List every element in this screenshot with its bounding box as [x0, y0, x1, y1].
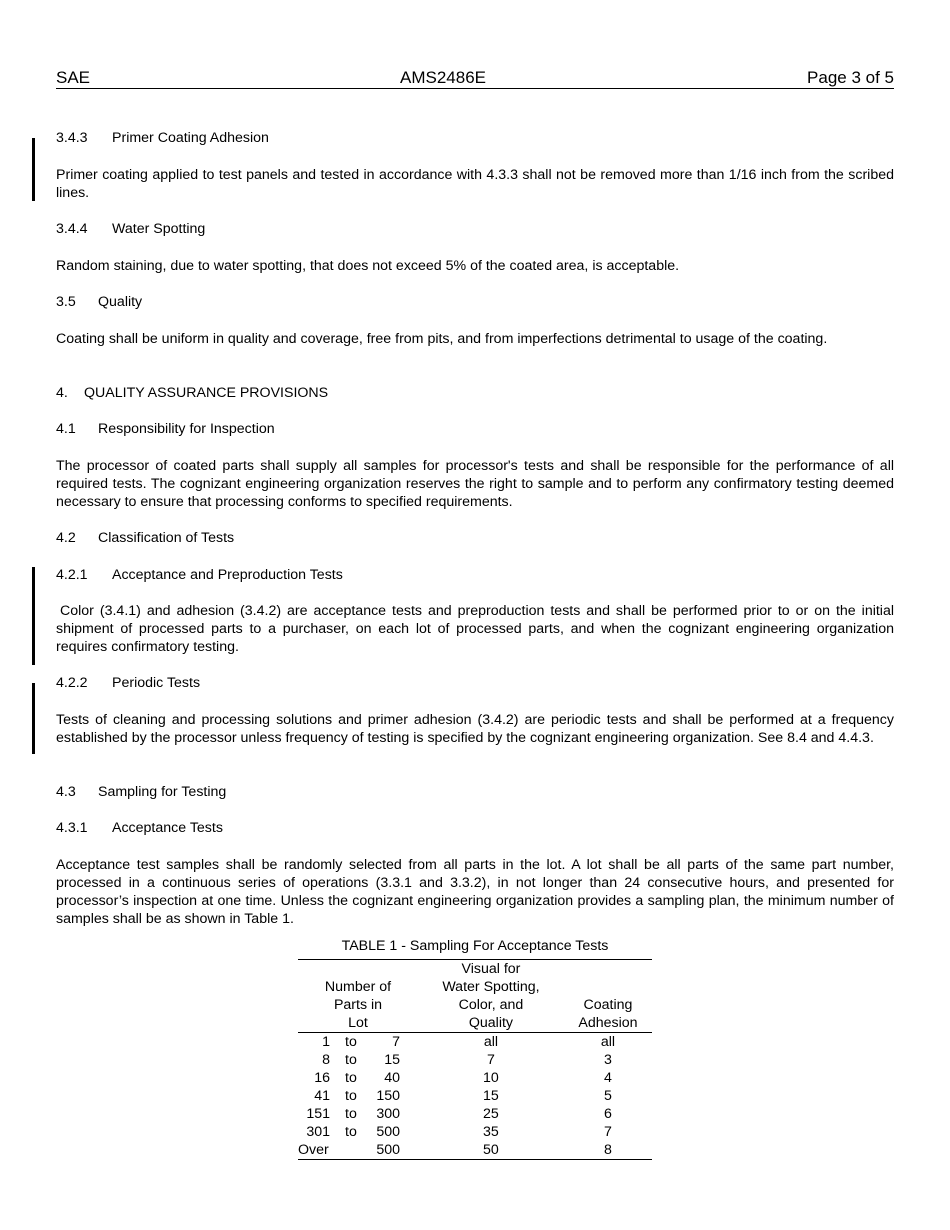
table-row: 1 to 7 all all	[322, 1034, 616, 1050]
header-doc-number: AMS2486E	[400, 68, 486, 87]
section-body-4-3-1: Acceptance test samples shall be randomly selected from all parts in the lot. A lot shall be all parts of the same part number, processed in a continuous series of operations (3.3.1 and 3.3.2), in not longer than 24 consecutive hours, and presented for processor’s inspection at one time. Unless the cognizant engineering organization provides a sampling plan, the minimum number of samples shall be as shown in Table 1.	[56, 857, 894, 927]
header-coating-adhesion: Coating Adhesion	[564, 960, 652, 1033]
section-heading-3-4-3: 3.4.3 Primer Coating Adhesion	[56, 130, 269, 146]
section-body-4-1: The processor of coated parts shall supply all samples for processor's tests and shall be responsible for the performance of all required tests. The cognizant engineering organization reserves the right to sample and to perform any confirmatory testing deemed necessary to ensure that processing conforms to specified requirements.	[56, 458, 894, 510]
header-org: SAE	[56, 68, 91, 87]
section-heading-4-2-2: 4.2.2 Periodic Tests	[56, 675, 201, 691]
section-body-3-4-4: Random staining, due to water spotting, that does not exceed 5% of the coated area, is acceptable.	[56, 258, 680, 274]
section-heading-4-3: 4.3 Sampling for Testing	[56, 784, 227, 800]
section-heading-4-3-1: 4.3.1 Acceptance Tests	[56, 820, 223, 836]
section-heading-4-2-1: 4.2.1 Acceptance and Preproduction Tests	[56, 567, 343, 583]
table-row: 301 to 500 35 7	[306, 1124, 612, 1140]
section-body-4-2-2: Tests of cleaning and processing solutions and primer adhesion (3.4.2) are periodic tests and shall be performed at a frequency established by the processor unless frequency of testing is specified by the cognizant engineering organization. See 8.4 and 4.4.3.	[56, 712, 894, 746]
table-row: Over 500 50 8	[298, 1141, 652, 1160]
sampling-table	[298, 959, 652, 1160]
table-header-row	[298, 960, 652, 1033]
header-parts-in-lot: Number of Parts in Lot	[298, 960, 418, 1033]
section-heading-3-5: 3.5 Quality	[56, 294, 143, 310]
section-heading-4: 4. QUALITY ASSURANCE PROVISIONS	[56, 385, 329, 401]
table-row: 16 to 40 10 4	[314, 1070, 612, 1086]
section-body-3-5: Coating shall be uniform in quality and coverage, free from pits, and from imperfections detrimental to usage of the coating.	[56, 331, 828, 347]
section-body-3-4-3: Primer coating applied to test panels and tested in accordance with 4.3.3 shall not be removed more than 1/16 inch from the scribed lines.	[56, 167, 894, 201]
table-row: 151 to 300 25 6	[306, 1106, 612, 1122]
page-header	[56, 68, 894, 89]
header-visual: Visual for Water Spotting, Color, and Quality	[418, 960, 564, 1033]
table-caption: TABLE 1 - Sampling For Acceptance Tests	[341, 938, 609, 954]
header-page-number: Page 3 of 5	[807, 68, 894, 87]
change-bar	[32, 567, 35, 665]
section-heading-4-1: 4.1 Responsibility for Inspection	[56, 421, 275, 437]
change-bar	[32, 138, 35, 201]
change-bar	[32, 683, 35, 754]
table-row: 8 to 15 7 3	[322, 1052, 612, 1068]
table-row: 41 to 150 15 5	[314, 1088, 612, 1104]
section-body-4-2-1: Color (3.4.1) and adhesion (3.4.2) are acceptance tests and preproduction tests and shall be performed prior to or on the initial shipment of processed parts to a purchaser, on each lot of processed parts, and when the cognizant engineering organization requires confirmatory testing.	[56, 603, 894, 655]
section-heading-4-2: 4.2 Classification of Tests	[56, 530, 235, 546]
section-heading-3-4-4: 3.4.4 Water Spotting	[56, 221, 206, 237]
